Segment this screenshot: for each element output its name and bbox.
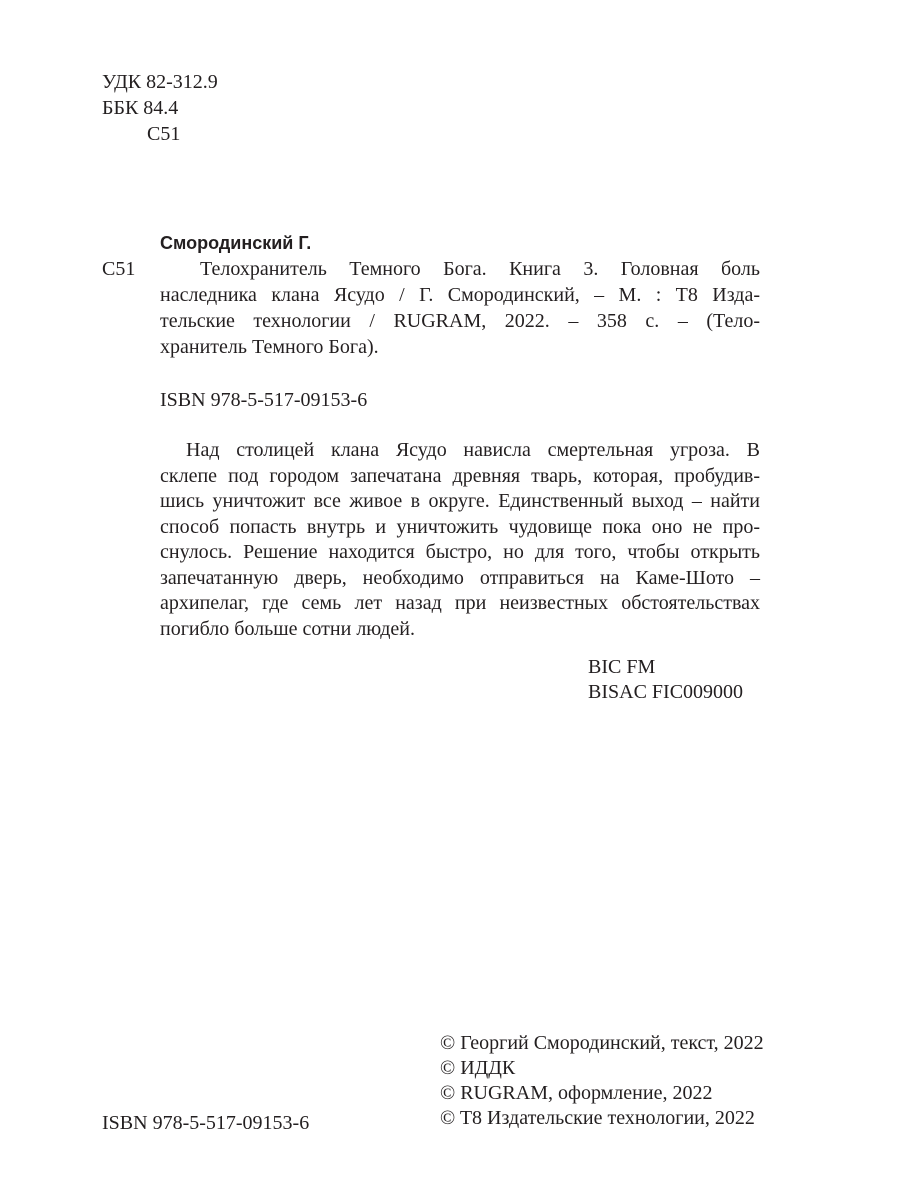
record-line: хранитель Темного Бога). xyxy=(160,336,379,358)
bisac-code: BISAC FIC009000 xyxy=(588,681,744,703)
record-isbn: ISBN 978-5-517-09153-6 xyxy=(160,389,368,411)
abstract-line: склепе под городом запечатана древняя тварь, которая, пробудив- xyxy=(160,465,760,487)
copyright-line: © T8 Издательские технологии, 2022 xyxy=(440,1107,755,1129)
record-mark: С51 xyxy=(102,258,136,280)
footer-isbn: ISBN 978-5-517-09153-6 xyxy=(102,1112,310,1134)
author-mark: С51 xyxy=(147,123,181,145)
record-line: наследника клана Ясудо / Г. Смородинский, – М. : T8 Изда- xyxy=(160,284,760,306)
copyright-line: © Георгий Смородинский, текст, 2022 xyxy=(440,1032,764,1054)
abstract-line: запечатанную дверь, необходимо отправиться на Каме-Шото – xyxy=(160,567,760,589)
record-author: Смородинский Г. xyxy=(160,233,312,253)
abstract-line: погибло больше сотни людей. xyxy=(160,618,415,640)
bic-code: BIC FM xyxy=(588,656,656,678)
abstract-line: снулось. Решение находится быстро, но для того, чтобы открыть xyxy=(160,541,760,563)
bbk-code: ББК 84.4 xyxy=(102,97,179,119)
copyright-line: © RUGRAM, оформление, 2022 xyxy=(440,1082,713,1104)
abstract-line: Над столицей клана Ясудо нависла смертельная угроза. В xyxy=(186,439,760,461)
abstract-line: архипелаг, где семь лет назад при неизвестных обстоятельствах xyxy=(160,592,760,614)
udk-code: УДК 82-312.9 xyxy=(102,71,218,93)
abstract-line: шись уничтожит все живое в округе. Единственный выход – найти xyxy=(160,490,760,512)
copyright-line: © ИДДК xyxy=(440,1057,516,1079)
record-line: тельские технологии / RUGRAM, 2022. – 358 с. – (Тело- xyxy=(160,310,760,332)
abstract-line: способ попасть внутрь и уничтожить чудовище пока оно не про- xyxy=(160,516,760,538)
record-line: Телохранитель Темного Бога. Книга 3. Головная боль xyxy=(200,258,760,280)
